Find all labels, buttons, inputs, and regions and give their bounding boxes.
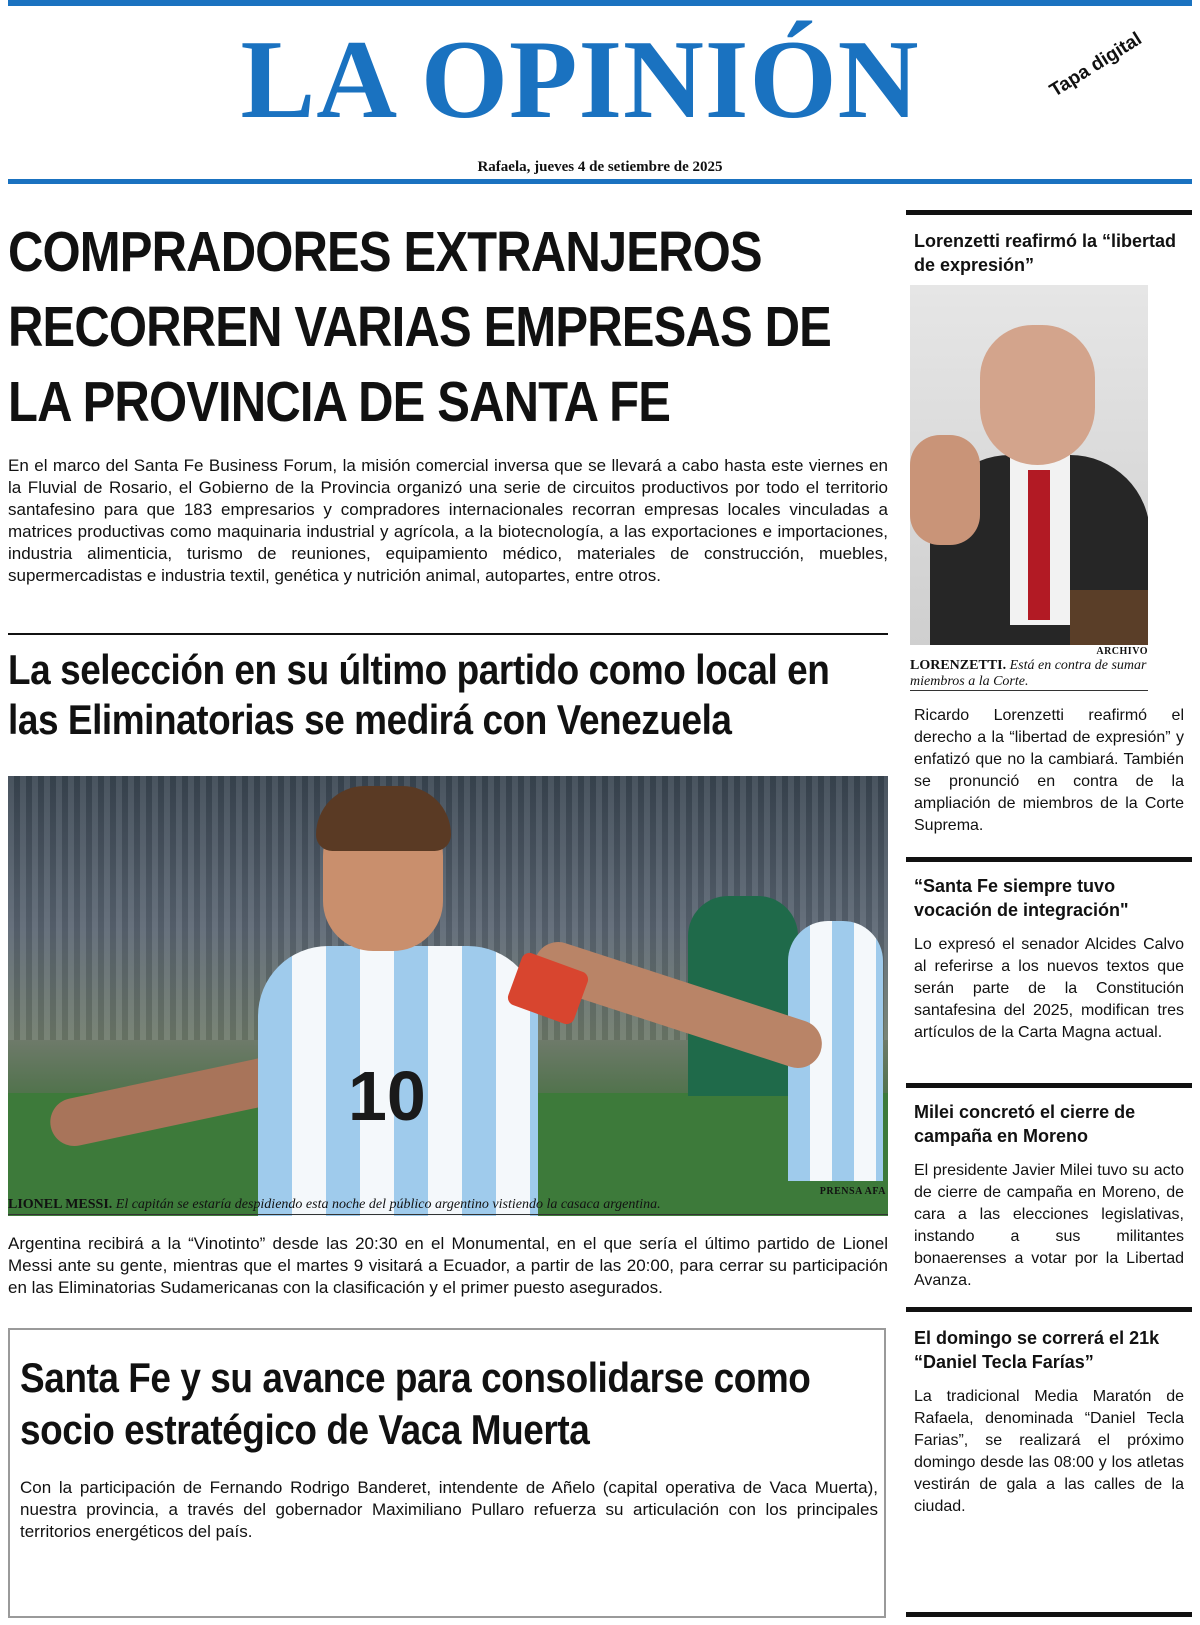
vaca-muerta-box	[8, 1328, 886, 1618]
milei-headline[interactable]: Milei concretó el cierre de campaña en Moreno	[914, 1102, 1136, 1146]
side-caption-rule	[910, 690, 1148, 691]
sidebar-rule	[906, 210, 1192, 215]
section-divider	[8, 633, 888, 635]
milei-box	[906, 1100, 1192, 1292]
vaca-muerta-body: Con la participación de Fernando Rodrigo Banderet, intendente de Añelo (capital operativa de Vaca Muerta), nuestra provincia, a través del gobernador Maximiliano Pullaro refuerza su articulación con los principales territorios energéticos del país.	[20, 1478, 878, 1541]
integracion-headline[interactable]: “Santa Fe siempre tuvo vocación de integración"	[914, 876, 1129, 920]
sidebar-rule	[906, 857, 1192, 862]
jersey-number: 10	[348, 1057, 426, 1135]
side-photo-credit: ARCHIVO	[1096, 646, 1148, 657]
vaca-muerta-headline[interactable]: Santa Fe y su avance para consolidarse como socio estratégico de Vaca Muerta	[20, 1354, 811, 1453]
lorenzetti-body-box	[906, 705, 1192, 837]
integracion-box	[906, 874, 1192, 1044]
date-line: Rafaela, jueves 4 de setiembre de 2025	[8, 158, 1192, 184]
caption-text: El capitán se estaría despidiendo esta noche del público argentino vistiendo la casaca argentina.	[112, 1197, 661, 1212]
tapa-digital-tag: Tapa digital	[1046, 28, 1146, 102]
lorenzetti-headline[interactable]: Lorenzetti reafirmó la “libertad de expresión”	[914, 231, 1177, 275]
side-caption-text: Está en contra de sumar miembros a la Corte.	[910, 658, 1147, 689]
milei-body: El presidente Javier Milei tuvo su acto de cierre de campaña en Moreno, de cara a las elecciones legislativas, instando a sus militantes bonaerenses a votar por la Libertad Avanza.	[914, 1162, 1184, 1289]
maraton-box	[906, 1326, 1192, 1518]
side-caption-name: LORENZETTI.	[910, 658, 1007, 673]
seleccion-story-body: Argentina recibirá a la “Vinotinto” desde las 20:30 en el Monumental, en el que sería el último partido de Lionel Messi ante su gente, mientras que el martes 9 visitará a Ecuador, a partir de las 20:00, para cerrar su participación en las Eliminatorias Sudamericanas con la clasificación y el primer puesto asegurados.	[8, 1234, 888, 1297]
caption-name: LIONEL MESSI.	[8, 1197, 113, 1212]
sidebar-lorenzetti-headline-box	[906, 229, 1192, 277]
speaker-hand	[910, 435, 980, 545]
football-player-photo[interactable]	[8, 776, 888, 1216]
side-photo-caption	[910, 658, 1148, 690]
seleccion-headline[interactable]: La selección en su último partido como local en las Eliminatorias se medirá con Venezuela	[8, 646, 830, 743]
main-headline[interactable]: COMPRADORES EXTRANJEROS RECORREN VARIAS EMPRESAS DE LA PROVINCIA DE SANTA FE	[8, 220, 831, 434]
top-color-bar	[8, 0, 1192, 6]
speaker-portrait-photo[interactable]	[910, 285, 1148, 645]
player-hair	[316, 786, 451, 851]
sidebar-rule	[906, 1612, 1192, 1617]
main-story-body: En el marco del Santa Fe Business Forum, la misión comercial inversa que se llevará a cabo hasta este viernes en la Fluvial de Rosario, el Gobierno de la Provincia organizó una serie de circuitos productivos por todo el territorio santafesino para que 183 empresarios y compradores internacionales recorran empresas locales vinculadas a matrices productivas como maquinaria industrial y agrícola, a la biotecnología, a las exportaciones e importaciones, industria alimenticia, turismo de reuniones, equipamiento médico, materiales de construcción, muebles, supermercadistas e industria textil, genética y nutrición animal, autopartes, entre otros.	[8, 456, 888, 585]
integracion-body: Lo expresó el senador Alcides Calvo al referirse a los nuevos textos que serán parte de la Constitución santafesina del 2025, modifican tres artículos de la Carta Magna actual.	[914, 936, 1184, 1041]
photo-caption	[8, 1196, 888, 1214]
newspaper-logo: LA OPINIÓN	[240, 18, 920, 142]
sidebar-rule	[906, 1307, 1192, 1312]
sidebar-rule	[906, 1083, 1192, 1088]
maraton-headline[interactable]: El domingo se correrá el 21k “Daniel Tecla Farías”	[914, 1328, 1160, 1372]
podium	[1070, 590, 1148, 645]
lorenzetti-body: Ricardo Lorenzetti reafirmó el derecho a la “libertad de expresión” y enfatizó que no la cambiará. También se pronunció en contra de la ampliación de miembros de la Corte Suprema.	[914, 707, 1184, 834]
caption-rule	[8, 1214, 888, 1215]
photo-credit: PRENSA AFA	[819, 1186, 886, 1197]
speaker-head	[980, 325, 1095, 465]
speaker-tie	[1028, 470, 1050, 620]
maraton-body: La tradicional Media Maratón de Rafaela, denominada “Daniel Tecla Farias”, se realizará el próximo domingo desde las 08:00 y los atletas vestirán de gala a las calles de la ciudad.	[914, 1388, 1184, 1515]
